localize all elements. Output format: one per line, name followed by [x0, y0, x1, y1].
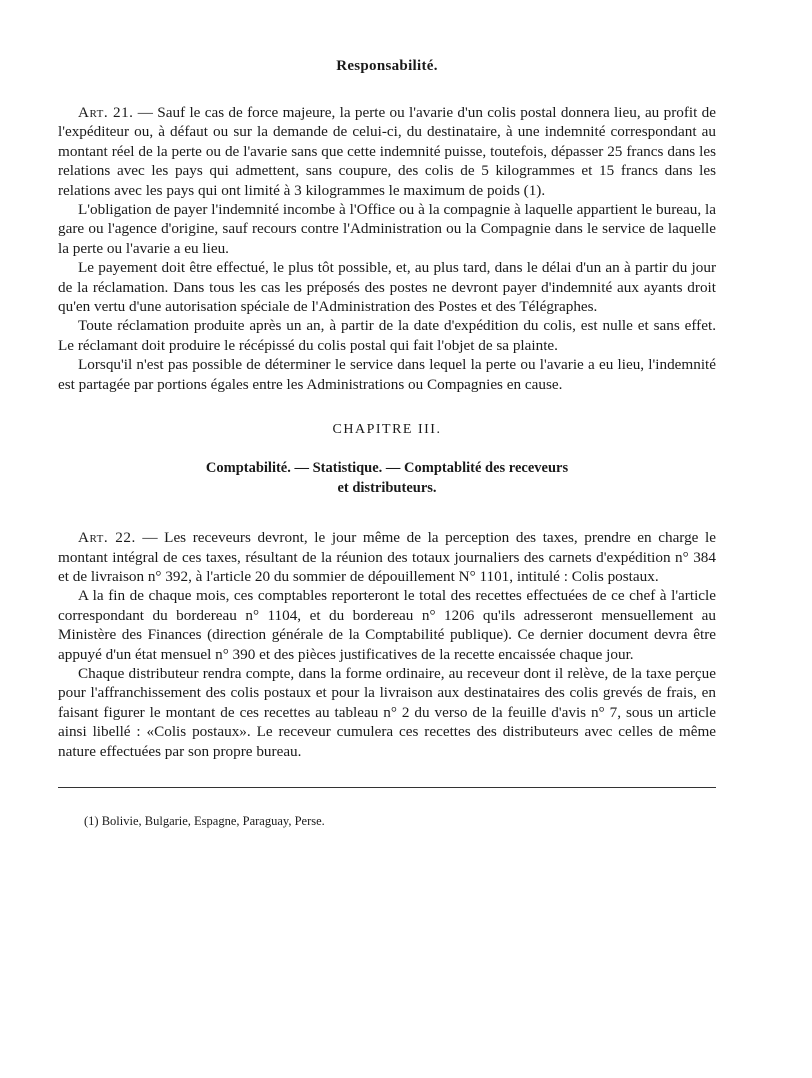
- article-21-text-1: — Sauf le cas de force majeure, la perte ou l'avarie d'un colis postal donnera lieu, au profit de l'expéditeur ou, à défaut ou sur la demande de celui-ci, du destinataire, à une indemnité correspondant au montant réel de la perte ou de l'avarie sans que cette indemnité puisse, toutefois, dépasser 25 francs dans les relations avec les pays qui admettent, sans coupure, des colis de 5 kilogrammes et 15 francs dans les relations avec les pays qui ont limité à 3 kilogrammes le maximum de poids (1).: [58, 104, 716, 199]
- article-22-label: Art. 22.: [78, 529, 136, 547]
- article-21: [58, 103, 716, 394]
- section-title: Responsabilité.: [336, 58, 438, 74]
- article-21-paragraph-2: L'obligation de payer l'indemnité incombe à l'Office ou à la compagnie à laquelle appartient le bureau, la gare ou l'agence d'origine, sauf recours contre l'Administration ou la Compagnie dans le service de laquelle la perte ou l'avarie a eu lieu.: [58, 201, 716, 257]
- article-21-paragraph-4: Toute réclamation produite après un an, à partir de la date d'expédition du colis, est nulle et sans effet. Le réclamant doit produire le récépissé du colis postal qui fait l'objet de sa plainte.: [58, 317, 716, 354]
- article-22: [58, 528, 716, 761]
- article-21-paragraph-5: Lorsqu'il n'est pas possible de déterminer le service dans lequel la perte ou l'avarie a eu lieu, l'indemnité est partagée par portions égales entre les Administrations ou Compagnies en cause.: [58, 356, 716, 393]
- article-22-paragraph-1: [58, 528, 716, 586]
- footnote: (1) Bolivie, Bulgarie, Espagne, Paraguay, Perse.: [84, 813, 325, 828]
- footnote-divider: [58, 787, 716, 788]
- article-22-text-1: — Les receveurs devront, le jour même de la perception des taxes, prendre en charge le montant intégral de ces taxes, résultant de la réunion des totaux journaliers des carnets d'expédition n° 384 et de livraison n° 392, à l'article 20 du sommier de dépouillement N° 1101, intitulé : Colis postaux.: [58, 529, 716, 585]
- article-21-paragraph-3: Le payement doit être effectué, le plus tôt possible, et, au plus tard, dans le délai d'un an à partir du jour de la réclamation. Dans tous les cas les préposés des postes ne devront payer d'indemnité aux ayants droit qu'en vertu d'une autorisation spéciale de l'Administration des Postes et des Télégraphes.: [58, 259, 716, 316]
- article-22-paragraph-3: Chaque distributeur rendra compte, dans la forme ordinaire, au receveur dont il relève, de la taxe perçue pour l'affranchissement des colis postaux et pour la livraison aux destinataires des colis grevés de frais, en faisant figurer le montant de ces recettes au tableau n° 2 du verso de la feuille d'avis n° 7, sous un article ainsi libellé : «Colis postaux». Le receveur cumulera ces recettes des distributeurs avec celles de même nature effectuées par son propre bureau.: [58, 664, 716, 760]
- article-22-paragraph-2: A la fin de chaque mois, ces comptables reporteront le total des recettes effectuées de ce chef à l'article correspondant du bordereau n° 1104, et du bordereau n° 1206 qu'ils adresseront mensuellement au Ministère des Finances (direction générale de la Comptabilité publique). Ce dernier document devra être appuyé d'un état mensuel n° 390 et des pièces justificatives de la recette encaissée chaque jour.: [58, 587, 716, 663]
- article-21-paragraph-1: [58, 103, 716, 200]
- chapter-subtitle: [58, 458, 716, 498]
- article-21-label: Art. 21.: [78, 104, 134, 121]
- chapter-subtitle-line-1: Comptabilité. — Statistique. — Comptablité des receveurs: [205, 460, 569, 477]
- chapter-title: CHAPITRE III.: [332, 422, 442, 438]
- chapter-subtitle-line-2: et distributeurs.: [337, 480, 437, 497]
